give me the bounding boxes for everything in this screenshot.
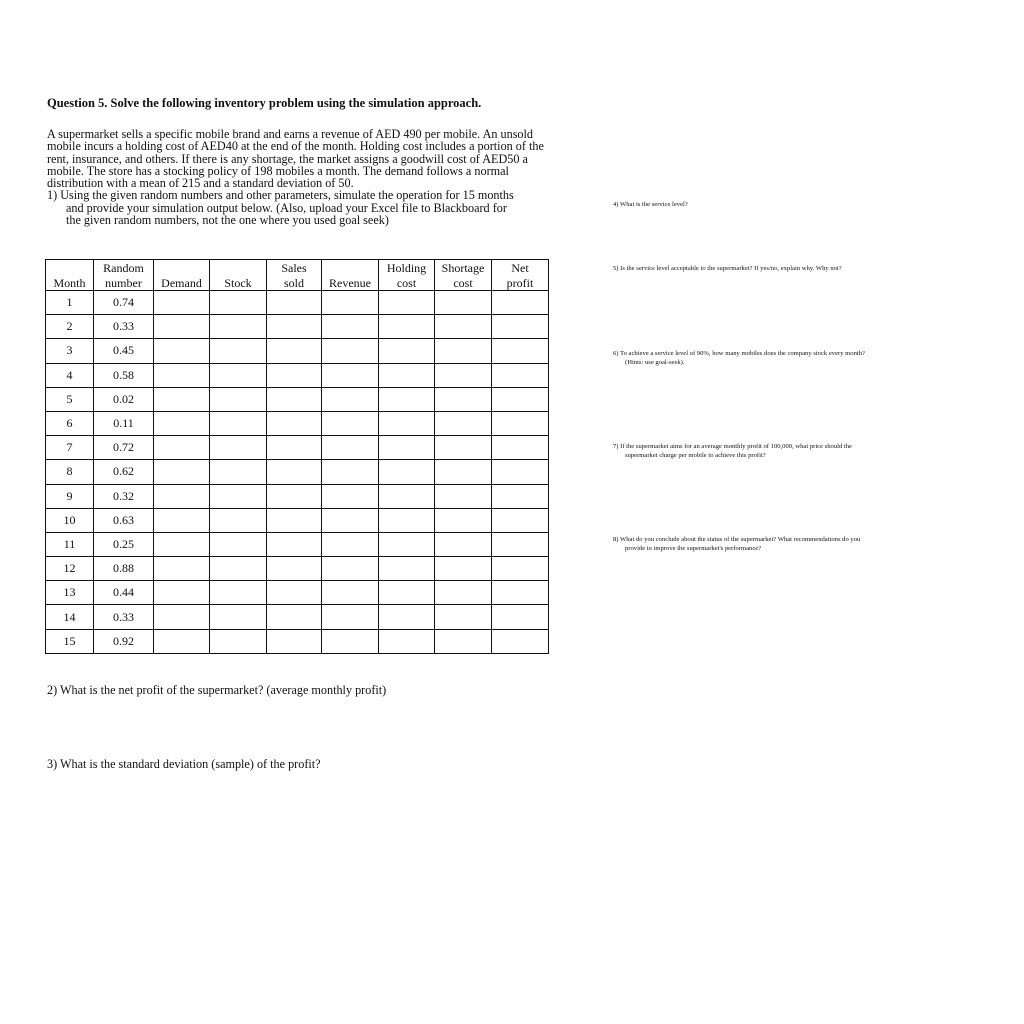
stock-cell [210,436,267,460]
month-cell: 2 [46,315,94,339]
header-random-top: Random [94,260,154,276]
holding-cost-cell [379,629,435,653]
demand-cell [154,339,210,363]
side-question-7-line-2: supermarket charge per mobile to achieve this profit? [625,451,766,459]
revenue-cell [322,605,379,629]
sales-sold-cell [267,460,322,484]
part-1-line-1: 1) Using the given random numbers and other parameters, simulate the operation for 15 months [47,188,514,203]
revenue-cell [322,411,379,435]
shortage-cost-cell [435,339,492,363]
header-shortage-bottom: cost [435,275,492,291]
revenue-cell [322,460,379,484]
random-number-cell: 0.11 [94,411,154,435]
month-cell: 10 [46,508,94,532]
table-row [46,508,549,532]
month-cell: 15 [46,629,94,653]
side-question-7 [613,443,933,460]
shortage-cost-cell [435,315,492,339]
sales-sold-cell [267,557,322,581]
random-number-cell: 0.58 [94,363,154,387]
side-question-7-line-1: 7) If the supermarket aims for an average monthly profit of 100,000, what price should the [613,443,852,450]
table-row [46,557,549,581]
sales-sold-cell [267,315,322,339]
holding-cost-cell [379,387,435,411]
question-title: Question 5. Solve the following inventory problem using the simulation approach. [47,96,482,110]
revenue-cell [322,532,379,556]
header-stock-top [210,260,267,276]
random-number-cell: 0.88 [94,557,154,581]
side-question-4: 4) What is the service level? [613,201,688,208]
demand-cell [154,532,210,556]
shortage-cost-cell [435,581,492,605]
month-cell: 7 [46,436,94,460]
net-profit-cell [492,363,549,387]
month-cell: 9 [46,484,94,508]
header-sales-bottom: sold [267,275,322,291]
month-cell: 13 [46,581,94,605]
side-question-8 [613,536,933,553]
header-holding-top: Holding [379,260,435,276]
table-row [46,291,549,315]
random-number-cell: 0.74 [94,291,154,315]
revenue-cell [322,363,379,387]
shortage-cost-cell [435,411,492,435]
demand-cell [154,315,210,339]
revenue-cell [322,387,379,411]
header-month-top [46,260,94,276]
demand-cell [154,605,210,629]
shortage-cost-cell [435,557,492,581]
side-question-8-line-2: provide to improve the supermarket's performance? [625,544,762,552]
net-profit-cell [492,557,549,581]
net-profit-cell [492,460,549,484]
holding-cost-cell [379,532,435,556]
random-number-cell: 0.02 [94,387,154,411]
stock-cell [210,532,267,556]
table-header-row-1 [46,260,549,276]
sales-sold-cell [267,291,322,315]
month-cell: 12 [46,557,94,581]
holding-cost-cell [379,605,435,629]
part-1-line-3: the given random numbers, not the one where you used goal seek) [66,213,389,228]
stock-cell [210,508,267,532]
header-demand-top [154,260,210,276]
header-holding-bottom: cost [379,275,435,291]
table-row [46,411,549,435]
net-profit-cell [492,315,549,339]
net-profit-cell [492,484,549,508]
revenue-cell [322,508,379,532]
table-row [46,387,549,411]
holding-cost-cell [379,339,435,363]
holding-cost-cell [379,291,435,315]
simulation-table [45,259,549,654]
table-row [46,436,549,460]
random-number-cell: 0.45 [94,339,154,363]
net-profit-cell [492,339,549,363]
stock-cell [210,339,267,363]
table-row [46,339,549,363]
shortage-cost-cell [435,387,492,411]
sales-sold-cell [267,605,322,629]
holding-cost-cell [379,436,435,460]
side-question-6-line-2: (Hints: use goal-seek). [625,358,685,366]
table-body [46,291,549,654]
month-cell: 1 [46,291,94,315]
stock-cell [210,411,267,435]
net-profit-cell [492,629,549,653]
sales-sold-cell [267,436,322,460]
demand-cell [154,460,210,484]
demand-cell [154,581,210,605]
header-stock: Stock [210,275,267,291]
table-row [46,605,549,629]
month-cell: 14 [46,605,94,629]
header-net-top: Net [492,260,549,276]
net-profit-cell [492,508,549,532]
net-profit-cell [492,411,549,435]
random-number-cell: 0.63 [94,508,154,532]
random-number-cell: 0.62 [94,460,154,484]
sales-sold-cell [267,484,322,508]
table-row [46,484,549,508]
random-number-cell: 0.72 [94,436,154,460]
net-profit-cell [492,605,549,629]
table-row [46,532,549,556]
part-2-question: 2) What is the net profit of the supermarket? (average monthly profit) [47,683,387,697]
month-cell: 6 [46,411,94,435]
revenue-cell [322,291,379,315]
stock-cell [210,460,267,484]
shortage-cost-cell [435,484,492,508]
demand-cell [154,387,210,411]
net-profit-cell [492,532,549,556]
stock-cell [210,629,267,653]
month-cell: 3 [46,339,94,363]
stock-cell [210,315,267,339]
random-number-cell: 0.25 [94,532,154,556]
demand-cell [154,291,210,315]
month-cell: 5 [46,387,94,411]
sales-sold-cell [267,629,322,653]
shortage-cost-cell [435,508,492,532]
header-month: Month [46,275,94,291]
random-number-cell: 0.44 [94,581,154,605]
random-number-cell: 0.92 [94,629,154,653]
header-shortage-top: Shortage [435,260,492,276]
holding-cost-cell [379,460,435,484]
table-row [46,460,549,484]
stock-cell [210,605,267,629]
header-random-bottom: number [94,275,154,291]
sales-sold-cell [267,339,322,363]
shortage-cost-cell [435,436,492,460]
shortage-cost-cell [435,363,492,387]
demand-cell [154,508,210,532]
random-number-cell: 0.32 [94,484,154,508]
header-revenue-top [322,260,379,276]
part-3-question: 3) What is the standard deviation (sample) of the profit? [47,757,321,771]
holding-cost-cell [379,411,435,435]
shortage-cost-cell [435,605,492,629]
month-cell: 4 [46,363,94,387]
table-header-row-2 [46,275,549,291]
holding-cost-cell [379,315,435,339]
shortage-cost-cell [435,532,492,556]
revenue-cell [322,629,379,653]
table-row [46,363,549,387]
shortage-cost-cell [435,629,492,653]
sales-sold-cell [267,411,322,435]
side-question-5: 5) Is the service level acceptable to the supermarket? If yes/no, explain why. Why not? [613,265,842,272]
sales-sold-cell [267,363,322,387]
net-profit-cell [492,581,549,605]
sales-sold-cell [267,532,322,556]
revenue-cell [322,339,379,363]
demand-cell [154,484,210,508]
month-cell: 8 [46,460,94,484]
holding-cost-cell [379,508,435,532]
table-row [46,629,549,653]
part-1-line-2: and provide your simulation output below. (Also, upload your Excel file to Blackboard for [66,200,507,215]
question-body [47,128,547,226]
table-row [46,315,549,339]
revenue-cell [322,557,379,581]
side-question-8-line-1: 8) What do you conclude about the status of the supermarket? What recommendations do you [613,536,861,543]
demand-cell [154,629,210,653]
stock-cell [210,484,267,508]
stock-cell [210,557,267,581]
shortage-cost-cell [435,291,492,315]
net-profit-cell [492,291,549,315]
holding-cost-cell [379,484,435,508]
stock-cell [210,387,267,411]
sales-sold-cell [267,508,322,532]
shortage-cost-cell [435,460,492,484]
stock-cell [210,581,267,605]
sales-sold-cell [267,581,322,605]
stock-cell [210,363,267,387]
side-question-6 [613,350,933,367]
holding-cost-cell [379,557,435,581]
table-row [46,581,549,605]
random-number-cell: 0.33 [94,605,154,629]
holding-cost-cell [379,581,435,605]
month-cell: 11 [46,532,94,556]
revenue-cell [322,484,379,508]
stock-cell [210,291,267,315]
sales-sold-cell [267,387,322,411]
holding-cost-cell [379,363,435,387]
side-question-6-line-1: 6) To achieve a service level of 90%, how many mobiles does the company stock every month? [613,350,865,357]
demand-cell [154,436,210,460]
header-demand: Demand [154,275,210,291]
demand-cell [154,411,210,435]
revenue-cell [322,436,379,460]
revenue-cell [322,581,379,605]
header-net-bottom: profit [492,275,549,291]
header-sales-top: Sales [267,260,322,276]
problem-statement: A supermarket sells a specific mobile brand and earns a revenue of AED 490 per mobile. An unsold mobile incurs a holding cost of AED40 at the end of the month. Holding cost includes a portion of the rent, insurance, and others. If there is any shortage, the market assigns a goodwill cost of AED50 a mobile. The store has a stocking policy of 198 mobiles a month. The demand follows a normal distribution with a mean of 215 and a standard deviation of 50. [47,127,544,191]
demand-cell [154,557,210,581]
header-revenue: Revenue [322,275,379,291]
net-profit-cell [492,387,549,411]
demand-cell [154,363,210,387]
revenue-cell [322,315,379,339]
net-profit-cell [492,436,549,460]
random-number-cell: 0.33 [94,315,154,339]
